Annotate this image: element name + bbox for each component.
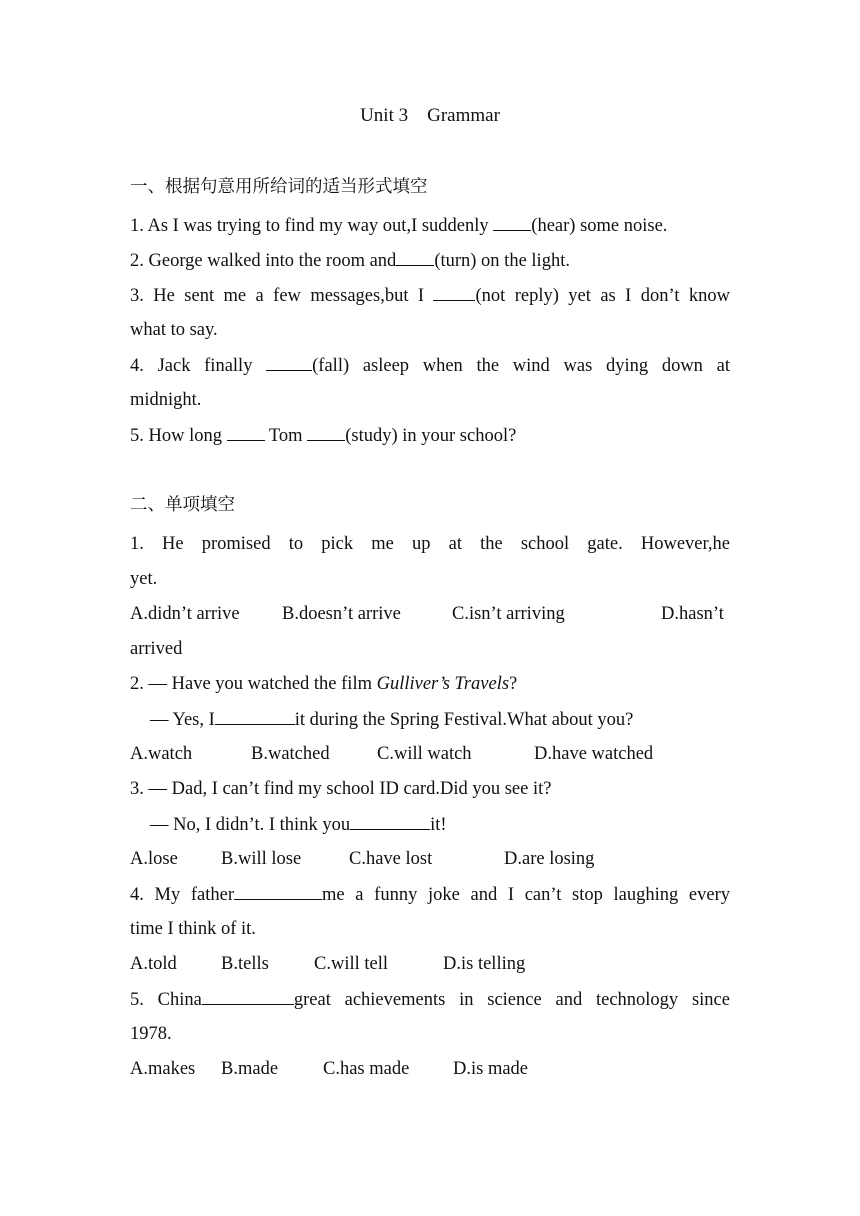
s1-q5-text-after: (study) in your school? [345,426,517,446]
s1-q2-text-before: 2. George walked into the room and [130,251,397,271]
s1-q2-text-after: (turn) on the light. [434,251,570,271]
s1-question-3 [130,283,730,308]
option-b: B.doesn’t arrive [282,604,401,624]
section2-heading: 二、单项填空 [130,495,235,515]
option-a: A.watch [130,744,193,764]
s2-q2-reply-after: it during the Spring Festival.What about you? [294,710,634,730]
option-c: C.will watch [377,744,472,764]
s2-q2-text-after: ? [509,674,518,694]
s2-q3-reply [130,812,730,837]
answer-blank [266,353,312,371]
s2-q4-text-before: 4. My father [130,885,235,905]
s1-q1-text-after: (hear) some noise. [531,216,668,236]
s1-question-5 [130,423,730,448]
s2-q1-continuation: yet. [130,569,158,589]
answer-blank [350,812,430,830]
answer-blank [227,423,265,441]
option-a: A.lose [130,849,178,869]
s2-q4-text-after: me a funny joke and I can’t stop laughing every [322,885,731,905]
s1-question-1 [130,213,730,238]
option-c: C.isn’t arriving [452,604,565,624]
s2-q5-continuation: 1978. [130,1024,172,1044]
s2-question-2 [130,672,730,696]
s2-question-3: 3. — Dad, I can’t find my school ID card.Did you see it? [130,779,552,799]
answer-blank [202,987,294,1005]
option-d: D.is telling [443,954,526,974]
answer-blank [396,248,434,266]
s1-q4-text-after: (fall) asleep when the wind was dying down at [312,356,730,376]
s1-q5-text-middle: Tom [264,426,308,446]
answer-blank [493,213,531,231]
s2-question-4 [130,882,730,907]
s1-q4-text-before: 4. Jack finally [130,356,267,376]
film-title: Gulliver’s Travels [376,674,510,694]
s1-q4-continuation: midnight. [130,390,202,410]
s2-q2-reply [130,707,730,732]
option-b: B.will lose [221,849,302,869]
answer-blank [433,283,475,301]
s2-q1-options-continuation: arrived [130,639,183,659]
option-b: B.made [221,1059,279,1079]
option-a: A.told [130,954,177,974]
option-c: C.has made [323,1059,410,1079]
page-title: Unit 3 Grammar [360,105,500,126]
section1-heading: 一、根据句意用所给词的适当形式填空 [130,177,428,197]
s2-q2-reply-before: — Yes, I [150,710,215,730]
s1-q3-text-after: (not reply) yet as I don’t know [475,286,730,306]
option-d: D.is made [453,1059,529,1079]
option-c: C.have lost [349,849,433,869]
s2-q5-text-after: great achievements in science and technology since [293,990,730,1010]
answer-blank [307,423,345,441]
s1-q5-text-before: 5. How long [130,426,227,446]
option-d: D.are losing [504,849,595,869]
option-b: B.watched [251,744,330,764]
answer-blank [234,882,322,900]
option-d: D.hasn’t [661,604,724,624]
s1-q3-continuation: what to say. [130,320,218,340]
s1-q1-text-before: 1. As I was trying to find my way out,I suddenly [130,216,494,236]
s2-q4-continuation: time I think of it. [130,919,256,939]
option-b: B.tells [221,954,269,974]
s1-question-2 [130,248,730,273]
s2-q3-reply-before: — No, I didn’t. I think you [150,815,351,835]
s1-q3-text-before: 3. He sent me a few messages,but I [130,286,434,306]
s2-question-5 [130,987,730,1012]
option-d: D.have watched [534,744,654,764]
s1-question-4 [130,353,730,378]
s2-q5-text-before: 5. China [130,990,202,1010]
s2-question-1: 1. He promised to pick me up at the school gate. However,he [130,534,730,554]
s2-q3-reply-after: it! [430,815,447,835]
option-a: A.didn’t arrive [130,604,240,624]
s2-q2-text-before: 2. — Have you watched the film [130,674,377,694]
answer-blank [215,707,295,725]
option-a: A.makes [130,1059,196,1079]
option-c: C.will tell [314,954,388,974]
